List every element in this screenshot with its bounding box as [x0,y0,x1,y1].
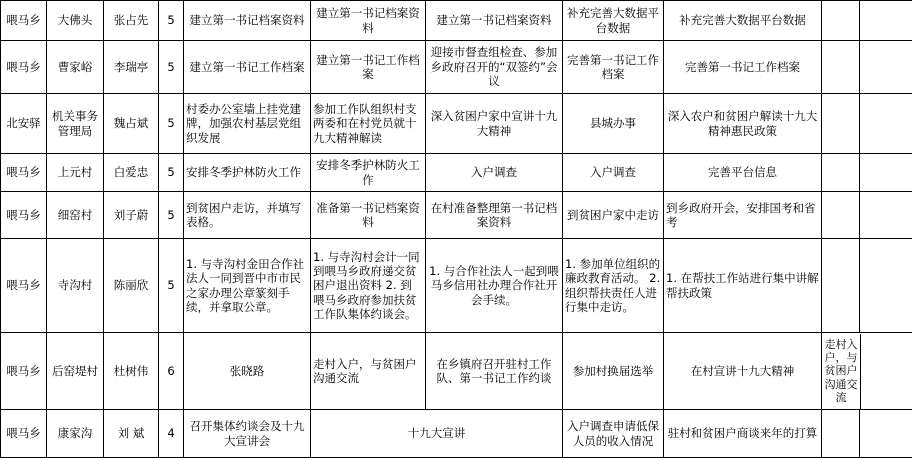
day3-cell: 在村准备整理第一书记档案资料 [426,192,563,239]
township-cell: 北安驿 [1,94,47,154]
day4-cell: 县城办事 [563,94,664,154]
day4-cell: 完善第一书记工作档案 [563,41,664,94]
count-cell: 5 [159,1,184,41]
name-cell: 陈丽欣 [104,239,159,333]
name-cell: 刘子蔚 [104,192,159,239]
day2-cell: 准备第一书记档案资料 [311,192,426,239]
day2-cell: 走村入户，与贫困户沟通交流 [311,333,426,410]
count-cell: 5 [159,94,184,154]
day5-cell: 完善平台信息 [664,154,822,192]
day3-cell: 迎接市督查组检查、参加乡政府召开的“双签约”会议 [426,41,563,94]
day6-cell [822,94,860,154]
day2-cell: 建立第一书记工作档案 [311,41,426,94]
name-cell: 刘 斌 [104,410,159,458]
day6-cell [822,192,860,239]
day1-cell: 村委办公室墙上挂党建牌，加强农村基层党组织发展 [184,94,311,154]
day2-cell: 参加工作队组织村支两委和在村党员就十九大精神解读 [311,94,426,154]
empty-cell [860,154,912,192]
township-cell: 喂马乡 [1,239,47,333]
day4-cell: 入户调查申请低保人员的收入情况 [563,410,664,458]
table-row [1,239,912,333]
village-cell: 康家沟 [47,410,104,458]
village-cell: 细窑村 [47,192,104,239]
table-row [1,410,912,458]
day6-text: 走村入户，与贫困户沟通交流 [822,334,861,409]
day5-cell: 深入农户和贫困户解读十九大精神惠民政策 [664,94,822,154]
day5-cell: 到乡政府开会，安排国考和省考 [664,192,822,239]
day6-cell [822,410,860,458]
day1-cell: 建立第一书记工作档案 [184,41,311,94]
count-cell: 4 [159,410,184,458]
day6-cell [822,154,860,192]
township-cell: 喂马乡 [1,154,47,192]
day1-cell: 建立第一书记档案资料 [184,1,311,41]
day3-cell: 在乡镇府召开驻村工作队、第一书记工作约谈 [426,333,563,410]
day1-cell: 1. 与寺沟村金田合作社法人一同到晋中市市民之家办理公章篆刻手续，并拿取公章。 [184,239,311,333]
empty-cell [860,41,912,94]
empty-cell [860,192,912,239]
day3-cell: 入户调查 [426,154,563,192]
day1-cell: 安排冬季护林防火工作 [184,154,311,192]
name-cell: 白爱忠 [104,154,159,192]
name-cell: 李瑞亭 [104,41,159,94]
village-cell: 机关事务管理局 [47,94,104,154]
empty-cell [860,239,912,333]
day1-cell: 到贫困户走访，并填写表格。 [184,192,311,239]
table-row [1,333,912,410]
day6-cell [822,333,912,410]
day4-cell: 到贫困户家中走访 [563,192,664,239]
day3-cell: 深入贫困户家中宣讲十九大精神 [426,94,563,154]
day3-cell: 建立第一书记档案资料 [426,1,563,41]
township-cell: 喂马乡 [1,410,47,458]
name-cell: 杜树伟 [104,333,159,410]
day2-cell: 安排冬季护林防火工作 [311,154,426,192]
day3-cell: 1. 与合作社法人一起到喂马乡信用社办理合作社开会手续。 [426,239,563,333]
day1-cell: 召开集体约谈会及十九大宣讲会 [184,410,311,458]
day2-cell: 建立第一书记档案资料 [311,1,426,41]
table-row [1,94,912,154]
empty-cell [860,94,912,154]
empty-cell [860,1,912,41]
village-cell: 上元村 [47,154,104,192]
day5-cell: 驻村和贫困户商谈来年的打算 [664,410,822,458]
day6-cell [822,239,860,333]
table-row [1,1,912,41]
day5-cell: 1. 在帮扶工作站进行集中讲解帮扶政策 [664,239,822,333]
day4-cell: 1. 参加单位组织的廉政教育活动。 2. 组织帮扶责任人进行集中走访。 [563,239,664,333]
name-cell: 张占先 [104,1,159,41]
day4-cell: 参加村换届选举 [563,333,664,410]
table-row [1,154,912,192]
count-cell: 5 [159,239,184,333]
township-cell: 喂马乡 [1,333,47,410]
village-cell: 寺沟村 [47,239,104,333]
count-cell: 5 [159,154,184,192]
count-cell: 5 [159,41,184,94]
day5-cell: 补充完善大数据平台数据 [664,1,822,41]
name-cell: 魏占斌 [104,94,159,154]
day4-cell: 补充完善大数据平台数据 [563,1,664,41]
day6-cell [822,1,860,41]
village-cell: 大佛头 [47,1,104,41]
table-row [1,41,912,94]
village-cell: 曹家峪 [47,41,104,94]
village-cell: 后窑堤村 [47,333,104,410]
count-cell: 5 [159,192,184,239]
township-cell: 喂马乡 [1,1,47,41]
day6-cell [822,41,860,94]
table-row [1,192,912,239]
township-cell: 喂马乡 [1,192,47,239]
day2-3-cell: 十九大宣讲 [311,410,563,458]
day4-cell: 入户调查 [563,154,664,192]
count-cell: 6 [159,333,184,410]
day1-cell: 张晓路 [184,333,311,410]
day5-cell: 完善第一书记工作档案 [664,41,822,94]
day2-cell: 1. 与寺沟村会计一同到喂马乡政府递交贫困户退出资料 2. 到喂马乡政府参加扶贫工作队集体约谈会。 [311,239,426,333]
township-cell: 喂马乡 [1,41,47,94]
empty-cell [860,410,912,458]
day5-cell: 在村宣讲十九大精神 [664,333,822,410]
